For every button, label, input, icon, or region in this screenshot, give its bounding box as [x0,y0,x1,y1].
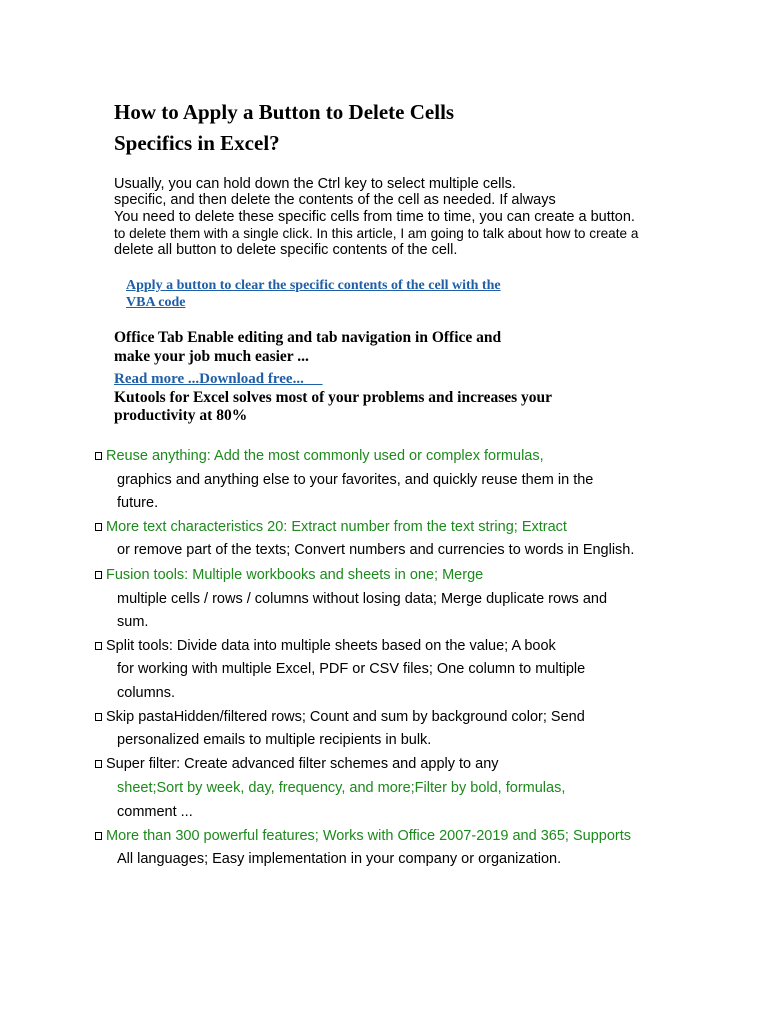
checkbox-glyph-icon [95,642,102,650]
intro-line-3: You need to delete these specific cells from time to time, you can create a button. [114,209,635,225]
checkbox-glyph-icon [95,713,102,721]
feature-lead: More text characteristics 20: Extract number from the text string; Extract [106,519,567,535]
office-tab-line-2: make your job much easier ... [114,348,309,365]
feature-item-3-cont-1: multiple cells / rows / columns without losing data; Merge duplicate rows and [117,591,608,607]
feature-lead: Fusion tools: Multiple workbooks and sheets in one; Merge [106,567,484,583]
kutools-line-2: productivity at 80% [114,407,248,424]
feature-lead: Split tools: Divide data into multiple sheets based on the value; A book [106,638,556,654]
office-tab-line-1: Office Tab Enable editing and tab navigation in Office and [114,329,502,346]
feature-item-1 [95,448,544,464]
feature-item-6-cont-1: sheet;Sort by week, day, frequency, and more;Filter by bold, formulas, [117,780,566,796]
feature-item-1-cont-2: future. [117,495,159,511]
feature-lead: Reuse anything: Add the most commonly used or complex formulas, [106,448,544,464]
intro-line-1: Usually, you can hold down the Ctrl key to select multiple cells. [114,176,516,192]
feature-item-1-cont-1: graphics and anything else to your favorites, and quickly reuse them in the [117,472,594,488]
page-title-line-1: How to Apply a Button to Delete Cells [114,100,455,124]
feature-item-4 [95,638,556,654]
checkbox-glyph-icon [95,760,102,768]
intro-line-5: delete all button to delete specific contents of the cell. [114,242,458,258]
feature-item-6-cont-2: comment ... [117,804,193,820]
feature-item-5 [95,709,585,725]
feature-item-6 [95,756,499,772]
download-link-underline-tail[interactable] [304,371,323,387]
feature-item-5-cont-1: personalized emails to multiple recipients in bulk. [117,732,432,748]
checkbox-glyph-icon [95,832,102,840]
feature-item-3-cont-2: sum. [117,614,149,630]
feature-item-2-cont-1: or remove part of the texts; Convert numbers and currencies to words in English. [117,542,635,558]
intro-line-2: specific, and then delete the contents of the cell as needed. If always [114,192,556,208]
toc-link-line-1[interactable]: Apply a button to clear the specific contents of the cell with the [126,278,501,293]
checkbox-glyph-icon [95,571,102,579]
feature-lead: Skip pastaHidden/filtered rows; Count and sum by background color; Send [106,709,585,725]
feature-item-3 [95,567,483,583]
feature-item-2 [95,519,567,535]
page-title-line-2: Specifics in Excel? [114,131,280,155]
office-tab-links [114,371,323,388]
feature-item-4-cont-1: for working with multiple Excel, PDF or CSV files; One column to multiple [117,661,586,677]
feature-lead: More than 300 powerful features; Works with Office 2007-2019 and 365; Supports [106,828,631,844]
toc-link-line-2[interactable]: VBA code [126,295,186,310]
feature-item-7 [95,828,631,844]
feature-item-4-cont-2: columns. [117,685,176,701]
checkbox-glyph-icon [95,452,102,460]
kutools-line-1: Kutools for Excel solves most of your problems and increases your [114,389,553,406]
read-more-link[interactable]: Read more ... [114,371,200,387]
intro-line-4: to delete them with a single click. In this article, I am going to talk about how to create a [114,226,639,241]
checkbox-glyph-icon [95,523,102,531]
feature-lead: Super filter: Create advanced filter schemes and apply to any [106,756,499,772]
download-free-link[interactable]: Download free... [199,371,304,387]
feature-item-7-cont-1: All languages; Easy implementation in your company or organization. [117,851,562,867]
